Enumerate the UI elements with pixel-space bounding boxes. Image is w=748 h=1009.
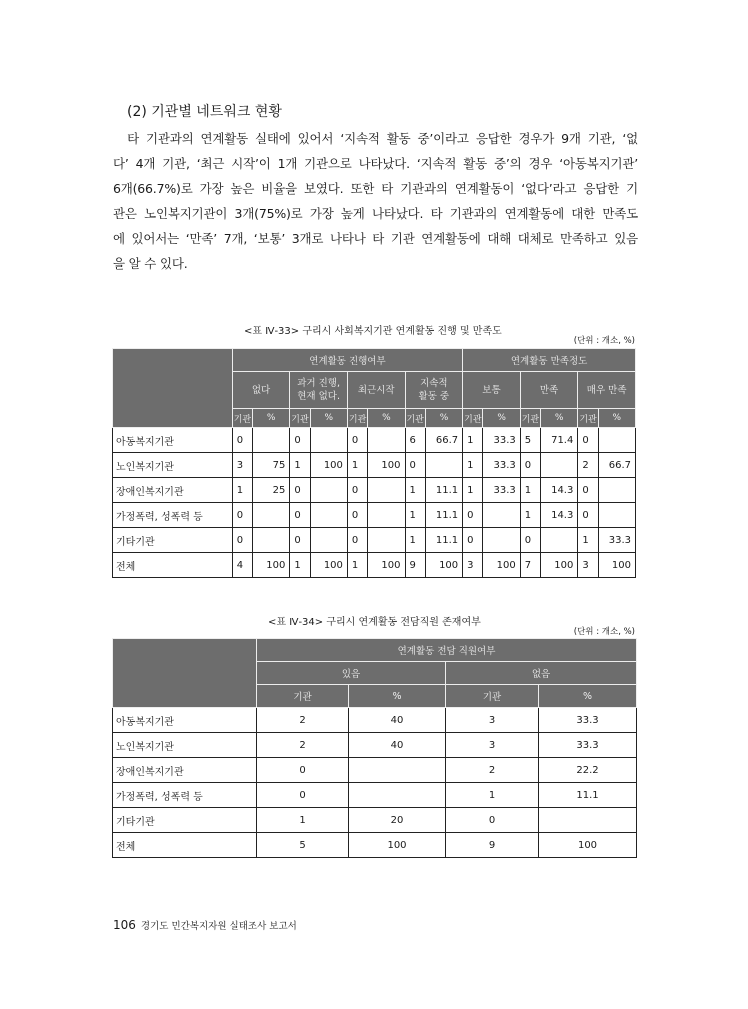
page-footer	[113, 918, 297, 932]
table-cell: 0	[463, 528, 483, 553]
row-label: 노인복지기관	[113, 733, 257, 758]
table-cell: 0	[232, 528, 252, 553]
table-cell: 2	[257, 733, 349, 758]
page-number: 106	[113, 918, 136, 932]
table-cell: 0	[347, 503, 367, 528]
table2-caption: <표 Ⅳ-34> 구리시 연계활동 전담직원 존재여부	[268, 617, 481, 628]
row-label: 기타기관	[113, 528, 233, 553]
table-cell	[310, 528, 347, 553]
table-cell	[253, 528, 290, 553]
table1-group-header: 연계활동 진행여부	[232, 349, 462, 372]
section-title: (2) 기관별 네트워크 현황	[127, 104, 282, 120]
table-cell: 0	[347, 478, 367, 503]
table-cell: 0	[257, 758, 349, 783]
table-cell: 1	[290, 453, 310, 478]
table-cell: 11.1	[425, 528, 462, 553]
row-label: 가정폭력, 성폭력 등	[113, 783, 257, 808]
row-label: 장애인복지기관	[113, 478, 233, 503]
table-cell: 0	[520, 453, 540, 478]
table-cell: 33.3	[483, 428, 520, 453]
table-cell: 1	[463, 478, 483, 503]
row-label: 노인복지기관	[113, 453, 233, 478]
table-cell: 1	[520, 478, 540, 503]
table-cell: 2	[578, 453, 598, 478]
row-label: 장애인복지기관	[113, 758, 257, 783]
table2-col-label: %	[539, 685, 637, 708]
table1-sub-header: 보통	[463, 372, 521, 409]
table-cell: 100	[368, 553, 405, 578]
table-cell: 100	[483, 553, 520, 578]
row-label: 전체	[113, 553, 233, 578]
table1-sub-header: 지속적 활동 중	[405, 372, 463, 409]
table-cell: 100	[253, 553, 290, 578]
table-cell: 1	[463, 453, 483, 478]
table-cell: 1	[290, 553, 310, 578]
table-cell: 4	[232, 553, 252, 578]
table-cell: 14.3	[541, 478, 578, 503]
table1-col-label: 기관	[520, 409, 540, 428]
table-cell	[483, 503, 520, 528]
row-label: 전체	[113, 833, 257, 858]
table-cell: 33.3	[483, 453, 520, 478]
table-cell	[598, 503, 635, 528]
table-cell: 1	[405, 478, 425, 503]
table1-col-label: 기관	[290, 409, 310, 428]
table1-corner	[113, 349, 233, 428]
table-cell: 0	[578, 428, 598, 453]
body-paragraph	[113, 126, 638, 276]
table-cell: 1	[347, 553, 367, 578]
table-cell	[349, 783, 446, 808]
table-cell: 100	[310, 553, 347, 578]
table-cell: 3	[232, 453, 252, 478]
table-cell: 11.1	[539, 783, 637, 808]
table-cell: 0	[290, 528, 310, 553]
table1-col-label: %	[253, 409, 290, 428]
table-cell: 5	[520, 428, 540, 453]
table-cell: 9	[405, 553, 425, 578]
table-row	[113, 503, 636, 528]
table1-sub-header: 만족	[520, 372, 578, 409]
table-cell	[483, 528, 520, 553]
table-cell: 0	[578, 503, 598, 528]
table-cell: 11.1	[425, 503, 462, 528]
table-cell: 100	[368, 453, 405, 478]
table-row	[113, 833, 637, 858]
table-cell: 1	[405, 528, 425, 553]
table-cell	[368, 428, 405, 453]
table1-group-header: 연계활동 만족정도	[463, 349, 636, 372]
table1-col-label: 기관	[347, 409, 367, 428]
table-cell: 0	[578, 478, 598, 503]
table-cell: 1	[405, 503, 425, 528]
table-cell	[368, 528, 405, 553]
table2-col-label: %	[349, 685, 446, 708]
table2-col-label: 기관	[257, 685, 349, 708]
table-cell	[425, 453, 462, 478]
table1-sub-header: 없다	[232, 372, 290, 409]
table-cell	[310, 503, 347, 528]
table-cell	[541, 528, 578, 553]
table-cell: 75	[253, 453, 290, 478]
row-label: 아동복지기관	[113, 708, 257, 733]
table-cell: 3	[463, 553, 483, 578]
table2-group-header: 연계활동 전담 직원여부	[257, 639, 637, 662]
row-label: 가정폭력, 성폭력 등	[113, 503, 233, 528]
table-cell: 0	[446, 808, 539, 833]
table-cell	[310, 428, 347, 453]
table-cell: 66.7	[598, 453, 635, 478]
table-cell: 66.7	[425, 428, 462, 453]
paragraph-line: 에 있어서는 ‘만족’ 7개, ‘보통’ 3개로 나타나 타 기관 연계활동에 대해 대체로 만족하고 있음	[113, 231, 638, 246]
table-cell: 0	[463, 503, 483, 528]
table-cell: 1	[578, 528, 598, 553]
table-cell: 100	[539, 833, 637, 858]
table-cell: 0	[257, 783, 349, 808]
table1-col-label: 기관	[463, 409, 483, 428]
table1-col-label: %	[483, 409, 520, 428]
table-cell: 0	[290, 478, 310, 503]
table-row	[113, 808, 637, 833]
table-row	[113, 453, 636, 478]
paragraph-line: 다’ 4개 기관, ‘최근 시작’이 1개 기관으로 나타났다. ‘지속적 활동 중’의 경우 ‘아동복지기관’	[113, 156, 638, 171]
paragraph-line: 을 알 수 있다.	[113, 256, 188, 271]
table-cell: 33.3	[539, 708, 637, 733]
paragraph-line: 6개(66.7%)로 가장 높은 비율을 보였다. 또한 타 기관과의 연계활동이 ‘없다’라고 응답한 기	[113, 181, 638, 196]
table2	[112, 638, 637, 858]
table-cell: 33.3	[483, 478, 520, 503]
table-cell: 5	[257, 833, 349, 858]
table-cell: 3	[446, 733, 539, 758]
table2-unit: (단위 : 개소, %)	[573, 627, 635, 637]
table1-col-label: %	[541, 409, 578, 428]
table-cell: 6	[405, 428, 425, 453]
table-cell: 1	[463, 428, 483, 453]
table-cell: 1	[446, 783, 539, 808]
table-row	[113, 733, 637, 758]
table-cell	[539, 808, 637, 833]
table-row	[113, 783, 637, 808]
table-cell: 0	[290, 503, 310, 528]
table1-col-label: %	[425, 409, 462, 428]
table-cell: 100	[598, 553, 635, 578]
table1-col-label: 기관	[232, 409, 252, 428]
table-cell	[541, 453, 578, 478]
table-cell: 7	[520, 553, 540, 578]
table-cell: 0	[290, 428, 310, 453]
paragraph-line: 관은 노인복지기관이 3개(75%)로 가장 높게 나타났다. 타 기관과의 연계활동에 대한 만족도	[113, 206, 638, 221]
table-cell: 3	[446, 708, 539, 733]
table1-sub-header: 최근시작	[347, 372, 405, 409]
table-cell	[368, 478, 405, 503]
table-cell: 40	[349, 708, 446, 733]
table-cell: 1	[347, 453, 367, 478]
paragraph-line: 타 기관과의 연계활동 실태에 있어서 ‘지속적 활동 중’이라고 응답한 경우가 9개 기관, ‘없	[127, 131, 638, 146]
table-row	[113, 478, 636, 503]
table-cell	[253, 503, 290, 528]
table-cell: 0	[347, 428, 367, 453]
table-cell	[598, 428, 635, 453]
table-cell: 11.1	[425, 478, 462, 503]
table-cell: 100	[541, 553, 578, 578]
table-cell: 100	[310, 453, 347, 478]
table-cell: 1	[257, 808, 349, 833]
table-cell	[253, 428, 290, 453]
table1-col-label: %	[310, 409, 347, 428]
row-label: 기타기관	[113, 808, 257, 833]
table1	[112, 348, 636, 578]
table2-col-label: 기관	[446, 685, 539, 708]
table-cell: 0	[405, 453, 425, 478]
table1-unit: (단위 : 개소, %)	[573, 336, 635, 346]
table-cell: 0	[347, 528, 367, 553]
table-cell	[310, 478, 347, 503]
table-row	[113, 428, 636, 453]
row-label: 아동복지기관	[113, 428, 233, 453]
table-cell	[368, 503, 405, 528]
table2-sub-header: 없음	[446, 662, 637, 685]
table1-sub-header: 매우 만족	[578, 372, 636, 409]
table-cell: 25	[253, 478, 290, 503]
table2-sub-header: 있음	[257, 662, 446, 685]
table-cell: 1	[520, 503, 540, 528]
table-cell	[598, 478, 635, 503]
table-cell: 1	[232, 478, 252, 503]
table1-caption: <표 Ⅳ-33> 구리시 사회복지기관 연계활동 진행 및 만족도	[244, 326, 502, 337]
table1-sub-header: 과거 진행, 현재 없다.	[290, 372, 348, 409]
table-cell: 0	[232, 428, 252, 453]
table-cell: 33.3	[539, 733, 637, 758]
table-row	[113, 553, 636, 578]
table-row	[113, 708, 637, 733]
table1-col-label: %	[368, 409, 405, 428]
table-row	[113, 758, 637, 783]
table2-corner	[113, 639, 257, 708]
table-cell: 100	[425, 553, 462, 578]
table-cell: 0	[520, 528, 540, 553]
table-cell	[349, 758, 446, 783]
table-cell: 22.2	[539, 758, 637, 783]
table-cell: 3	[578, 553, 598, 578]
footer-title: 경기도 민간복지자원 실태조사 보고서	[140, 921, 297, 932]
table-cell: 2	[257, 708, 349, 733]
table-cell: 33.3	[598, 528, 635, 553]
table-cell: 0	[232, 503, 252, 528]
table1-col-label: %	[598, 409, 635, 428]
table-cell: 2	[446, 758, 539, 783]
table-cell: 14.3	[541, 503, 578, 528]
table1-col-label: 기관	[578, 409, 598, 428]
table1-col-label: 기관	[405, 409, 425, 428]
table-cell: 20	[349, 808, 446, 833]
table-row	[113, 528, 636, 553]
table-cell: 40	[349, 733, 446, 758]
table-cell: 100	[349, 833, 446, 858]
table-cell: 9	[446, 833, 539, 858]
table-cell: 71.4	[541, 428, 578, 453]
